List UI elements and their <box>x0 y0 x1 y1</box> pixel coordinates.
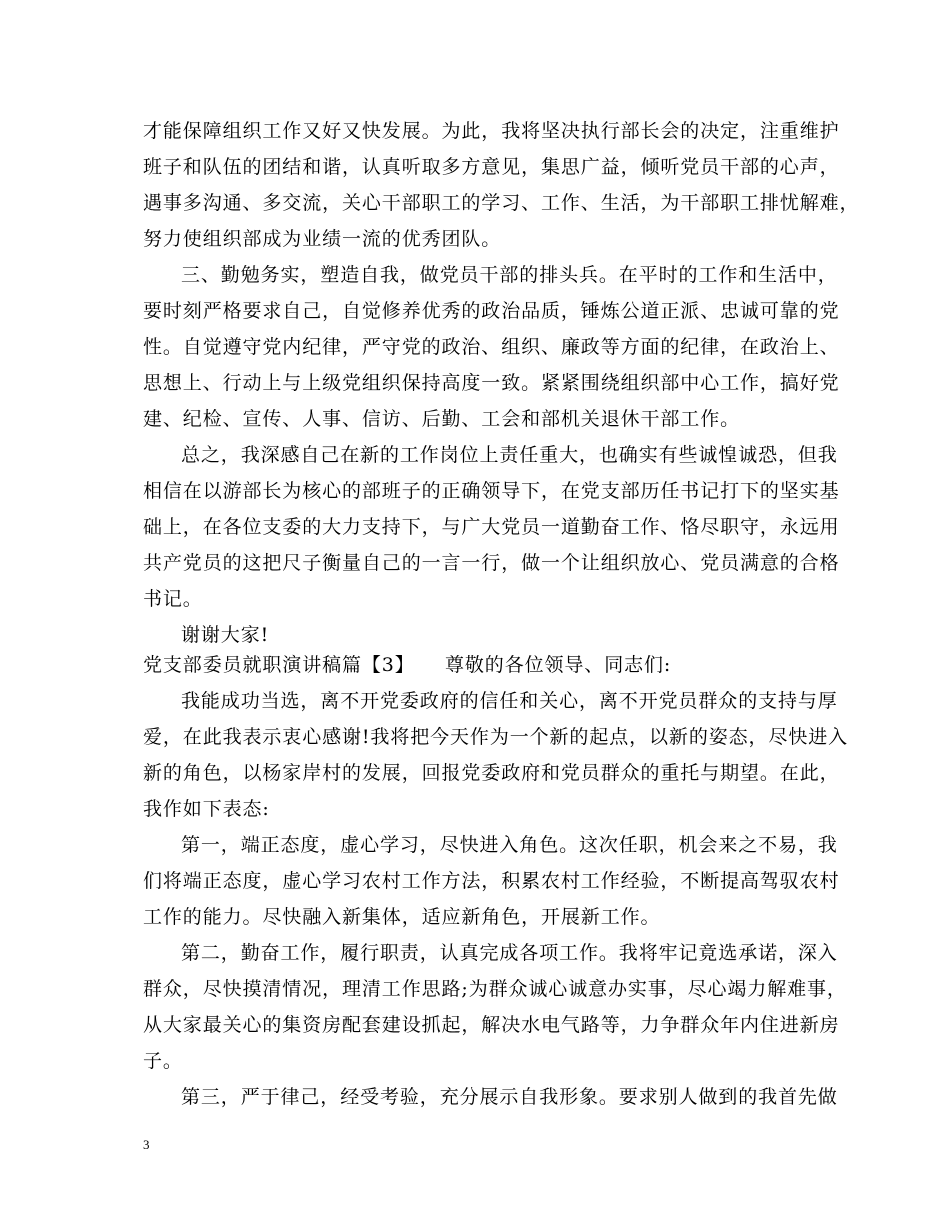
text-line: 爱，在此我表示衷心感谢!我将把今天作为一个新的起点，以新的姿态，尽快进入 <box>143 726 849 748</box>
text-line: 相信在以游部长为核心的部班子的正确领导下，在党支部历任书记打下的坚实基 <box>143 480 840 502</box>
text-line: 书记。 <box>143 588 203 610</box>
text-line: 努力使组织部成为业绩一流的优秀团队。 <box>143 228 502 250</box>
text-line: 遇事多沟通、多交流，关心干部职工的学习、工作、生活，为干部职工排忧解难， <box>143 192 860 214</box>
section-heading: 党支部委员就职演讲稿篇【3】 尊敬的各位领导、同志们: <box>143 654 672 676</box>
text-line: 工作的能力。尽快融入新集体，适应新角色，开展新工作。 <box>143 906 661 928</box>
text-line: 才能保障组织工作又好又快发展。为此，我将坚决执行部长会的决定，注重维护 <box>143 120 840 142</box>
text-line: 三、勤勉务实，塑造自我，做党员干部的排头兵。在平时的工作和生活中， <box>181 264 838 286</box>
text-line: 谢谢大家! <box>181 624 270 646</box>
page-number: 3 <box>143 1137 150 1152</box>
text-line: 要时刻严格要求自己，自觉修养优秀的政治品质，锤炼公道正派、忠诚可靠的党 <box>143 300 840 322</box>
text-line: 新的角色，以杨家岸村的发展，回报党委政府和党员群众的重托与期望。在此， <box>143 762 840 784</box>
text-line: 共产党员的这把尺子衡量自己的一言一行，做一个让组织放心、党员满意的合格 <box>143 552 840 574</box>
text-line: 思想上、行动上与上级党组织保持高度一致。紧紧围绕组织部中心工作，搞好党 <box>143 372 840 394</box>
text-line: 性。自觉遵守党内纪律，严守党的政治、组织、廉政等方面的纪律，在政治上、 <box>143 336 840 358</box>
text-line: 总之，我深感自己在新的工作岗位上责任重大，也确实有些诚惶诚恐，但我 <box>181 444 838 466</box>
text-line: 第一，端正态度，虚心学习，尽快进入角色。这次任职，机会来之不易，我 <box>181 834 838 856</box>
text-line: 我作如下表态: <box>143 798 270 820</box>
text-line: 子。 <box>143 1050 183 1072</box>
text-line: 第三，严于律己，经受考验，充分展示自我形象。要求别人做到的我首先做 <box>181 1086 838 1108</box>
text-line: 们将端正态度，虚心学习农村工作方法，积累农村工作经验，不断提高驾驭农村 <box>143 870 840 892</box>
text-line: 班子和队伍的团结和谐，认真听取多方意见，集思广益，倾听党员干部的心声， <box>143 156 840 178</box>
text-line: 从大家最关心的集资房配套建设抓起，解决水电气路等，力争群众年内住进新房 <box>143 1014 840 1036</box>
text-line: 础上，在各位支委的大力支持下，与广大党员一道勤奋工作、恪尽职守，永远用 <box>143 516 840 538</box>
text-line: 我能成功当选，离不开党委政府的信任和关心，离不开党员群众的支持与厚 <box>181 690 838 712</box>
text-line: 建、纪检、宣传、人事、信访、后勤、工会和部机关退休干部工作。 <box>143 408 741 430</box>
text-line: 群众，尽快摸清情况，理清工作思路;为群众诚心诚意办实事，尽心竭力解难事， <box>143 978 847 1000</box>
text-line: 第二，勤奋工作，履行职责，认真完成各项工作。我将牢记竟选承诺，深入 <box>181 942 838 964</box>
